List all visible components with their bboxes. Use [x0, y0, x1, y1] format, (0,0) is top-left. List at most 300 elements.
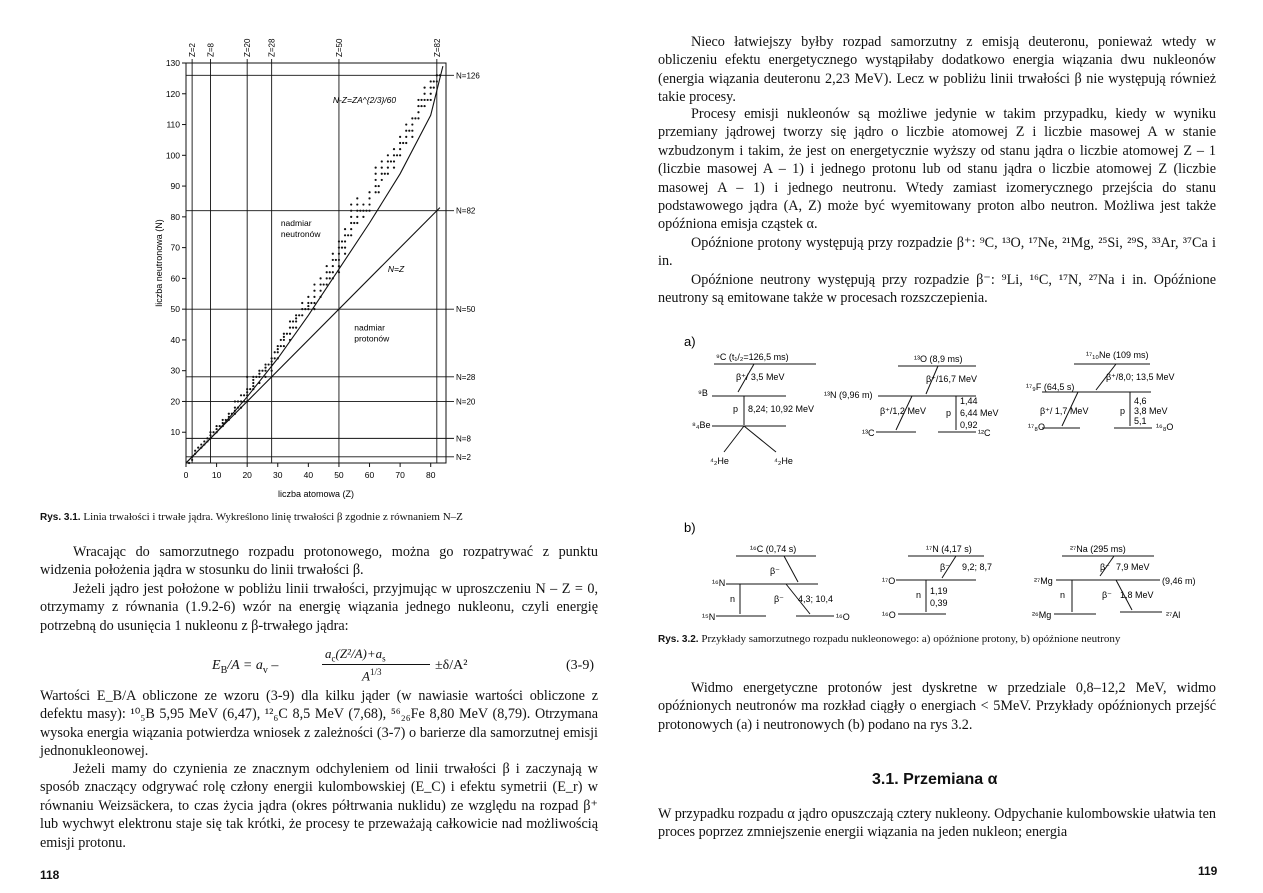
- magic-z-label: Z=82: [432, 38, 442, 57]
- scheme-o13: [824, 354, 999, 438]
- stable-nucleus-point: [387, 167, 389, 169]
- stable-nucleus-point: [203, 440, 205, 442]
- stable-nucleus-point: [271, 360, 273, 362]
- stable-nucleus-point: [439, 74, 441, 76]
- stable-nucleus-point: [368, 191, 370, 193]
- svg-text:9,2; 8,7: 9,2; 8,7: [962, 562, 993, 572]
- y-tick-label: 100: [165, 150, 180, 161]
- x-tick-label: 30: [273, 470, 283, 480]
- stable-nucleus-point: [289, 327, 291, 329]
- x-axis-label: liczba atomowa (Z): [277, 489, 355, 499]
- svg-text:¹⁶O: ¹⁶O: [836, 612, 850, 622]
- svg-text:p: p: [1120, 406, 1126, 416]
- equation-denominator: $A^{1/3}$: [362, 667, 382, 684]
- x-tick-label: 0: [183, 470, 189, 480]
- stable-nucleus-point: [246, 400, 248, 402]
- stable-nucleus-point: [289, 320, 291, 322]
- stable-nucleus-point: [350, 228, 352, 230]
- scheme-c16: [702, 544, 850, 622]
- curve-formula-label: N-Z=ZA^{2/3}/60: [332, 95, 397, 105]
- series-line: [186, 208, 440, 463]
- stable-nucleus-point: [393, 160, 395, 162]
- stable-nucleus-point: [323, 283, 325, 285]
- stable-nucleus-point: [393, 148, 395, 150]
- stable-nucleus-point: [356, 197, 358, 199]
- stable-nucleus-point: [295, 320, 297, 322]
- stable-nucleus-point: [313, 283, 315, 285]
- svg-text:⁸₄Be: ⁸₄Be: [692, 420, 711, 430]
- stable-nucleus-point: [399, 148, 401, 150]
- stable-nucleus-point: [362, 216, 364, 218]
- stable-nucleus-point: [332, 265, 334, 267]
- x-tick-label: 10: [211, 470, 222, 480]
- stable-nucleus-point: [436, 80, 438, 82]
- stable-nucleus-point: [420, 99, 422, 101]
- stable-nucleus-point: [417, 111, 419, 113]
- stable-nucleus-point: [381, 167, 383, 169]
- paragraph-binding-values: Wartości E_B/A obliczone ze wzoru (3-9) dla kilku jąder (w nawiasie wartości obliczone z defektu masy): ¹⁰₅B 5,95 MeV (6,47), ¹²₆C 8,5 MeV (7,68), ⁵⁶₂₆Fe 8,80 MeV (8,79). Otrzymana wysoka energia wiązania potwierdza wniosek z zależności (3-7) o barierze dla samorzutnej emisji jednonukleonowej.: [40, 688, 598, 760]
- stable-nucleus-point: [307, 296, 309, 298]
- stable-nucleus-point: [295, 317, 297, 319]
- svg-text:¹⁷₈O: ¹⁷₈O: [1028, 422, 1045, 432]
- svg-text:²⁶Mg: ²⁶Mg: [1032, 610, 1052, 620]
- stable-nucleus-point: [289, 339, 291, 341]
- stable-nucleus-point: [436, 74, 438, 76]
- stable-nucleus-point: [399, 142, 401, 144]
- stable-nucleus-point: [399, 136, 401, 138]
- svg-text:4,6: 4,6: [1134, 396, 1147, 406]
- scheme-c9: [692, 352, 816, 466]
- svg-text:1,19: 1,19: [930, 586, 948, 596]
- svg-text:8,24; 10,92 MeV: 8,24; 10,92 MeV: [748, 404, 815, 414]
- svg-text:β⁻: β⁻: [770, 566, 780, 576]
- svg-text:¹²C: ¹²C: [978, 428, 991, 438]
- stable-nucleus-point: [396, 154, 398, 156]
- stable-nucleus-point: [399, 154, 401, 156]
- stable-nucleus-point: [347, 234, 349, 236]
- svg-text:¹⁶N: ¹⁶N: [712, 578, 726, 588]
- stable-nucleus-point: [261, 370, 263, 372]
- stable-nucleus-point: [280, 345, 282, 347]
- y-tick-label: 110: [166, 119, 180, 130]
- stable-nucleus-point: [280, 339, 282, 341]
- stable-nucleus-point: [338, 253, 340, 255]
- stable-nucleus-point: [252, 385, 254, 387]
- stable-nucleus-point: [310, 302, 312, 304]
- stable-nucleus-point: [329, 271, 331, 273]
- svg-text:n: n: [1060, 590, 1066, 600]
- stable-nucleus-point: [277, 348, 279, 350]
- stable-nucleus-point: [252, 382, 254, 384]
- stable-nucleus-point: [319, 277, 321, 279]
- stable-nucleus-point: [356, 216, 358, 218]
- stable-nucleus-point: [405, 130, 407, 132]
- stable-nucleus-point: [264, 367, 266, 369]
- stable-nucleus-point: [313, 302, 315, 304]
- stable-nucleus-point: [237, 407, 239, 409]
- stable-nucleus-point: [433, 87, 435, 89]
- stable-nucleus-point: [381, 160, 383, 162]
- stable-nucleus-point: [274, 351, 276, 353]
- svg-text:1,44: 1,44: [960, 396, 978, 406]
- stable-nucleus-point: [332, 277, 334, 279]
- stable-nucleus-point: [341, 247, 343, 249]
- svg-text:β⁺/8,0; 13,5 MeV: β⁺/8,0; 13,5 MeV: [1106, 372, 1175, 382]
- equation-lhs: $E_B/A = a_v$ –: [212, 658, 279, 676]
- stable-nucleus-point: [283, 336, 285, 338]
- stable-nucleus-point: [271, 357, 273, 359]
- stable-nucleus-point: [350, 222, 352, 224]
- magic-n-label: N=28: [456, 372, 476, 382]
- stable-nucleus-point: [252, 376, 254, 378]
- stable-nucleus-point: [258, 376, 260, 378]
- stable-nucleus-point: [283, 333, 285, 335]
- stable-nucleus-point: [264, 376, 266, 378]
- scheme-na27: [1032, 544, 1196, 620]
- stable-nucleus-point: [344, 247, 346, 249]
- paragraph-energy-spectrum: Widmo energetyczne protonów jest dyskretne w przedziale 0,8–12,2 MeV, widmo opóźnionych neutronów ma rozkład ciągły o energiach < 5MeV. Przykłady opóźnionych przejść protonowych (a) i neutronowych (b) podano na rys 3.2.: [658, 680, 1216, 733]
- paragraph-deviation: Jeżeli mamy do czynienia ze znacznym odchyleniem od linii trwałości β i zaczynają w sposób znaczący odgrywać rolę człony energii kulombowskiej (E_C) i efektu symetrii (E_r) w równaniu Weizsäckera, to czas życia jądra (okres półtrwania nuklidu) ze względu na rozpad β⁺ lub wychwyt elektronu staje się tak krótki, że procesy te przeważają całkowicie nad możliwością emisji protonu.: [40, 761, 598, 851]
- magic-n-label: N=8: [456, 434, 471, 444]
- magic-n-label: N=82: [456, 206, 476, 216]
- magic-n-label: N=50: [456, 305, 476, 315]
- y-tick-label: 10: [170, 427, 180, 438]
- stable-nucleus-point: [225, 419, 227, 421]
- y-tick-label: 30: [170, 365, 180, 376]
- stable-nucleus-point: [271, 363, 273, 365]
- stable-nucleus-point: [375, 173, 377, 175]
- y-tick-label: 120: [165, 88, 180, 99]
- stable-nucleus-point: [350, 210, 352, 212]
- svg-text:¹⁶₈O: ¹⁶₈O: [1156, 422, 1174, 432]
- stable-nucleus-point: [240, 400, 242, 402]
- stable-nucleus-point: [206, 440, 208, 442]
- stability-line-chart: [150, 30, 490, 500]
- stable-nucleus-point: [237, 400, 239, 402]
- stable-nucleus-point: [228, 419, 230, 421]
- stable-nucleus-point: [307, 305, 309, 307]
- stable-nucleus-point: [212, 431, 214, 433]
- stable-nucleus-point: [427, 99, 429, 101]
- stable-nucleus-point: [423, 105, 425, 107]
- stable-nucleus-point: [341, 240, 343, 242]
- stable-nucleus-point: [200, 443, 202, 445]
- svg-text:p: p: [733, 404, 739, 414]
- stable-nucleus-point: [326, 265, 328, 267]
- stable-nucleus-point: [332, 253, 334, 255]
- stable-nucleus-point: [405, 142, 407, 144]
- magic-n-label: N=2: [456, 452, 471, 462]
- stable-nucleus-point: [417, 105, 419, 107]
- stable-nucleus-point: [430, 99, 432, 101]
- stable-nucleus-point: [313, 296, 315, 298]
- stable-nucleus-point: [356, 222, 358, 224]
- fraction-bar: [322, 664, 430, 665]
- y-tick-label: 90: [170, 181, 180, 192]
- magic-z-label: Z=8: [206, 42, 216, 57]
- y-tick-label: 40: [170, 334, 180, 345]
- magic-z-label: Z=20: [243, 38, 253, 57]
- y-tick-label: 80: [170, 211, 180, 222]
- svg-text:1,8 MeV: 1,8 MeV: [1120, 590, 1154, 600]
- stable-nucleus-point: [215, 431, 217, 433]
- stable-nucleus-point: [326, 271, 328, 273]
- stable-nucleus-point: [258, 373, 260, 375]
- stable-nucleus-point: [344, 228, 346, 230]
- stable-nucleus-point: [209, 431, 211, 433]
- stable-nucleus-point: [234, 400, 236, 402]
- stable-nucleus-point: [344, 234, 346, 236]
- figure-2-caption-prefix: Rys. 3.2.: [658, 634, 699, 645]
- stable-nucleus-point: [301, 308, 303, 310]
- figure-1-caption-prefix: Rys. 3.1.: [40, 512, 81, 523]
- stable-nucleus-point: [417, 117, 419, 119]
- svg-text:¹⁵N: ¹⁵N: [702, 612, 716, 622]
- magic-n-label: N=20: [456, 397, 476, 407]
- svg-text:²⁷Mg: ²⁷Mg: [1034, 576, 1053, 586]
- svg-text:¹³C: ¹³C: [862, 428, 875, 438]
- svg-text:⁴₂He: ⁴₂He: [710, 456, 729, 466]
- svg-text:¹⁶C (0,74 s): ¹⁶C (0,74 s): [750, 544, 797, 554]
- stable-nucleus-point: [319, 296, 321, 298]
- stable-nucleus-point: [378, 185, 380, 187]
- part-b-label: b): [684, 520, 696, 535]
- stable-nucleus-point: [228, 416, 230, 418]
- stable-nucleus-point: [387, 160, 389, 162]
- svg-text:n: n: [916, 590, 922, 600]
- svg-text:(9,46 m): (9,46 m): [1162, 576, 1196, 586]
- scheme-n17: [882, 544, 992, 620]
- svg-text:¹⁷₉F (64,5 s): ¹⁷₉F (64,5 s): [1026, 382, 1075, 392]
- stable-nucleus-point: [430, 80, 432, 82]
- stable-nucleus-point: [332, 271, 334, 273]
- figure-2-caption-text: Przykłady samorzutnego rozpadu nukleonowego: a) opóźnione protony, b) opóźnione neutrony: [701, 633, 1121, 645]
- stable-nucleus-point: [215, 425, 217, 427]
- svg-text:¹³O (8,9 ms): ¹³O (8,9 ms): [914, 354, 963, 364]
- stable-nucleus-point: [219, 425, 221, 427]
- stable-nucleus-point: [246, 391, 248, 393]
- stable-nucleus-point: [295, 314, 297, 316]
- stable-nucleus-point: [411, 136, 413, 138]
- stable-nucleus-point: [277, 345, 279, 347]
- stable-nucleus-point: [231, 413, 233, 415]
- stable-nucleus-point: [411, 117, 413, 119]
- figure-1-caption: [40, 510, 600, 525]
- y-tick-label: 60: [170, 273, 180, 284]
- stable-nucleus-point: [301, 314, 303, 316]
- stable-nucleus-point: [423, 99, 425, 101]
- svg-text:β⁻: β⁻: [940, 562, 950, 572]
- stable-nucleus-point: [387, 173, 389, 175]
- stable-nucleus-point: [252, 379, 254, 381]
- stable-nucleus-point: [411, 123, 413, 125]
- excess-neutrons-label: nadmiar: [280, 218, 312, 229]
- paragraph-nucleon-emission: Procesy emisji nukleonów są możliwe jedynie w takim przypadku, kiedy w wyniku przemiany jądrowej tworzy się jądro o liczbie atomowej Z i liczbie masowej A w stanie wzbudzonym i takim, że jest on energetycznie wyższy od stanu jądra o liczbie atomowej Z – 1 (liczbie masowej A – 1) i jednego protonu lub od stanu jądra o liczbie atomowej Z (liczbie masowej A – 1) i jednego neutronu. Wtedy zamiast izomerycznego przejścia do stanu podstawowego jądra (A, Z) może być wyemitowany proton albo neutron. Możliwa jest także opóźniona emisja cząstek α.: [658, 106, 1216, 233]
- paragraph-delayed-neutrons: Opóźnione neutrony występują przy rozpadzie β⁻: ⁹Li, ¹⁶C, ¹⁷N, ²⁷Na i in. Opóźnione neutrony są emitowane także w procesach rozszczepienia.: [658, 272, 1216, 307]
- stable-nucleus-point: [329, 277, 331, 279]
- stable-nucleus-point: [326, 283, 328, 285]
- x-tick-label: 60: [364, 470, 375, 480]
- equation-number: (3-9): [566, 658, 594, 673]
- magic-z-label: Z=28: [267, 38, 277, 57]
- stable-nucleus-point: [271, 370, 273, 372]
- stable-nucleus-point: [423, 93, 425, 95]
- stable-nucleus-point: [378, 191, 380, 193]
- stable-nucleus-point: [264, 363, 266, 365]
- stable-nucleus-point: [200, 447, 202, 449]
- stable-nucleus-point: [405, 123, 407, 125]
- stable-nucleus-point: [246, 376, 248, 378]
- stable-nucleus-point: [197, 447, 199, 449]
- stable-nucleus-point: [375, 185, 377, 187]
- stable-nucleus-point: [304, 308, 306, 310]
- x-tick-label: 20: [242, 470, 252, 480]
- stable-nucleus-point: [283, 339, 285, 341]
- stable-nucleus-point: [350, 216, 352, 218]
- stable-nucleus-point: [234, 410, 236, 412]
- stable-nucleus-point: [255, 376, 257, 378]
- equation-numerator: $a_c(Z^2/A)+a_s$: [325, 646, 386, 664]
- stable-nucleus-point: [313, 308, 315, 310]
- stable-nucleus-point: [258, 382, 260, 384]
- stable-nucleus-point: [368, 203, 370, 205]
- stable-nucleus-point: [234, 413, 236, 415]
- stable-nucleus-point: [295, 327, 297, 329]
- stable-nucleus-point: [209, 434, 211, 436]
- y-tick-label: 20: [170, 396, 180, 407]
- stable-nucleus-point: [243, 394, 245, 396]
- svg-text:p: p: [946, 408, 952, 418]
- n-equals-z-label: N=Z: [387, 264, 405, 275]
- stable-nucleus-point: [405, 136, 407, 138]
- stable-nucleus-point: [420, 105, 422, 107]
- svg-text:4,3; 10,4: 4,3; 10,4: [798, 594, 834, 604]
- stable-nucleus-point: [417, 99, 419, 101]
- stable-nucleus-point: [365, 210, 367, 212]
- stable-nucleus-point: [384, 173, 386, 175]
- stable-nucleus-point: [356, 203, 358, 205]
- paragraph-deuteron: Nieco łatwiejszy byłby rozpad samorzutny z emisją deuteronu, ponieważ wtedy w obliczeniu efektu energetycznego wystąpiłaby dodatkowo energia wiązania dwu nukleonów (energia wiązania deuteronu 2,23 MeV). Lecz w pobliżu linii trwałości β nie występują również takie procesy.: [658, 34, 1216, 106]
- part-a-label: a): [684, 334, 696, 349]
- y-tick-label: 50: [170, 304, 180, 315]
- stable-nucleus-point: [338, 259, 340, 261]
- svg-text:β⁺/1,2 MeV: β⁺/1,2 MeV: [880, 406, 926, 416]
- svg-text:⁴₂He: ⁴₂He: [774, 456, 793, 466]
- svg-text:6,44 MeV: 6,44 MeV: [960, 408, 999, 418]
- stable-nucleus-point: [222, 422, 224, 424]
- stable-nucleus-point: [307, 308, 309, 310]
- stable-nucleus-point: [433, 80, 435, 82]
- svg-text:β⁺/16,7 MeV: β⁺/16,7 MeV: [926, 374, 977, 384]
- scheme-ne17: [1026, 350, 1174, 432]
- stable-nucleus-point: [375, 191, 377, 193]
- svg-text:7,9 MeV: 7,9 MeV: [1116, 562, 1150, 572]
- stable-nucleus-point: [338, 240, 340, 242]
- x-tick-label: 70: [395, 470, 405, 480]
- stable-nucleus-point: [228, 413, 230, 415]
- stable-nucleus-point: [335, 259, 337, 261]
- stable-nucleus-point: [292, 320, 294, 322]
- stable-nucleus-point: [222, 425, 224, 427]
- x-tick-label: 40: [303, 470, 314, 480]
- plot-frame: [186, 63, 446, 463]
- figure-2-caption: [658, 632, 1218, 647]
- svg-text:⁹B: ⁹B: [698, 388, 708, 398]
- stable-nucleus-point: [277, 357, 279, 359]
- stable-nucleus-point: [194, 450, 196, 452]
- stable-nucleus-point: [319, 283, 321, 285]
- stable-nucleus-point: [368, 197, 370, 199]
- stable-nucleus-point: [209, 437, 211, 439]
- svg-text:¹⁷₁₀Ne (109 ms): ¹⁷₁₀Ne (109 ms): [1086, 350, 1149, 360]
- stable-nucleus-point: [264, 370, 266, 372]
- stable-nucleus-point: [191, 456, 193, 458]
- excess-protons-label: nadmiar: [354, 322, 385, 333]
- stable-nucleus-point: [203, 443, 205, 445]
- stable-nucleus-point: [283, 345, 285, 347]
- stable-nucleus-point: [393, 154, 395, 156]
- stable-nucleus-point: [267, 363, 269, 365]
- stable-nucleus-point: [258, 370, 260, 372]
- svg-text:β⁻: β⁻: [1100, 562, 1110, 572]
- magic-z-label: Z=50: [334, 38, 344, 57]
- y-tick-label: 130: [165, 58, 180, 68]
- stable-nucleus-point: [423, 87, 425, 89]
- stable-nucleus-point: [414, 117, 416, 119]
- stable-nucleus-point: [350, 203, 352, 205]
- svg-text:¹⁶O: ¹⁶O: [882, 610, 896, 620]
- stable-nucleus-point: [362, 210, 364, 212]
- stable-nucleus-point: [246, 388, 248, 390]
- svg-text:¹⁷N (4,17 s): ¹⁷N (4,17 s): [926, 544, 972, 554]
- svg-text:β⁻: β⁻: [774, 594, 784, 604]
- stable-nucleus-point: [375, 179, 377, 181]
- stable-nucleus-point: [430, 93, 432, 95]
- stable-nucleus-point: [289, 333, 291, 335]
- stable-nucleus-point: [332, 259, 334, 261]
- svg-text:5,1: 5,1: [1134, 416, 1147, 426]
- stable-nucleus-point: [234, 407, 236, 409]
- figure-1-caption-text: Linia trwałości i trwałe jądra. Wykreślono linię trwałości β zgodnie z równaniem N–Z: [83, 511, 463, 523]
- stable-nucleus-point: [387, 154, 389, 156]
- stable-nucleus-point: [390, 160, 392, 162]
- stable-nucleus-point: [344, 253, 346, 255]
- stable-nucleus-point: [338, 265, 340, 267]
- stable-nucleus-point: [240, 407, 242, 409]
- x-tick-label: 50: [334, 470, 344, 480]
- stable-nucleus-point: [222, 419, 224, 421]
- svg-text:β⁺/ 1,7 MeV: β⁺/ 1,7 MeV: [1040, 406, 1089, 416]
- stable-nucleus-point: [381, 179, 383, 181]
- stable-nucleus-point: [246, 394, 248, 396]
- stable-nucleus-point: [381, 173, 383, 175]
- stable-nucleus-point: [286, 333, 288, 335]
- stable-nucleus-point: [240, 394, 242, 396]
- section-heading: 3.1. Przemiana α: [872, 771, 998, 788]
- stable-nucleus-point: [353, 222, 355, 224]
- stable-nucleus-point: [188, 462, 190, 464]
- svg-text:β⁺/ 3,5 MeV: β⁺/ 3,5 MeV: [736, 372, 785, 382]
- stable-nucleus-point: [307, 302, 309, 304]
- y-tick-label: 70: [170, 242, 180, 253]
- stable-nucleus-point: [277, 351, 279, 353]
- stable-nucleus-point: [243, 400, 245, 402]
- excess-neutrons-label: neutronów: [280, 228, 321, 239]
- stable-nucleus-point: [249, 388, 251, 390]
- svg-text:0,92: 0,92: [960, 420, 978, 430]
- page-number-right: 119: [1198, 864, 1218, 878]
- svg-text:¹³N (9,96 m): ¹³N (9,96 m): [824, 390, 873, 400]
